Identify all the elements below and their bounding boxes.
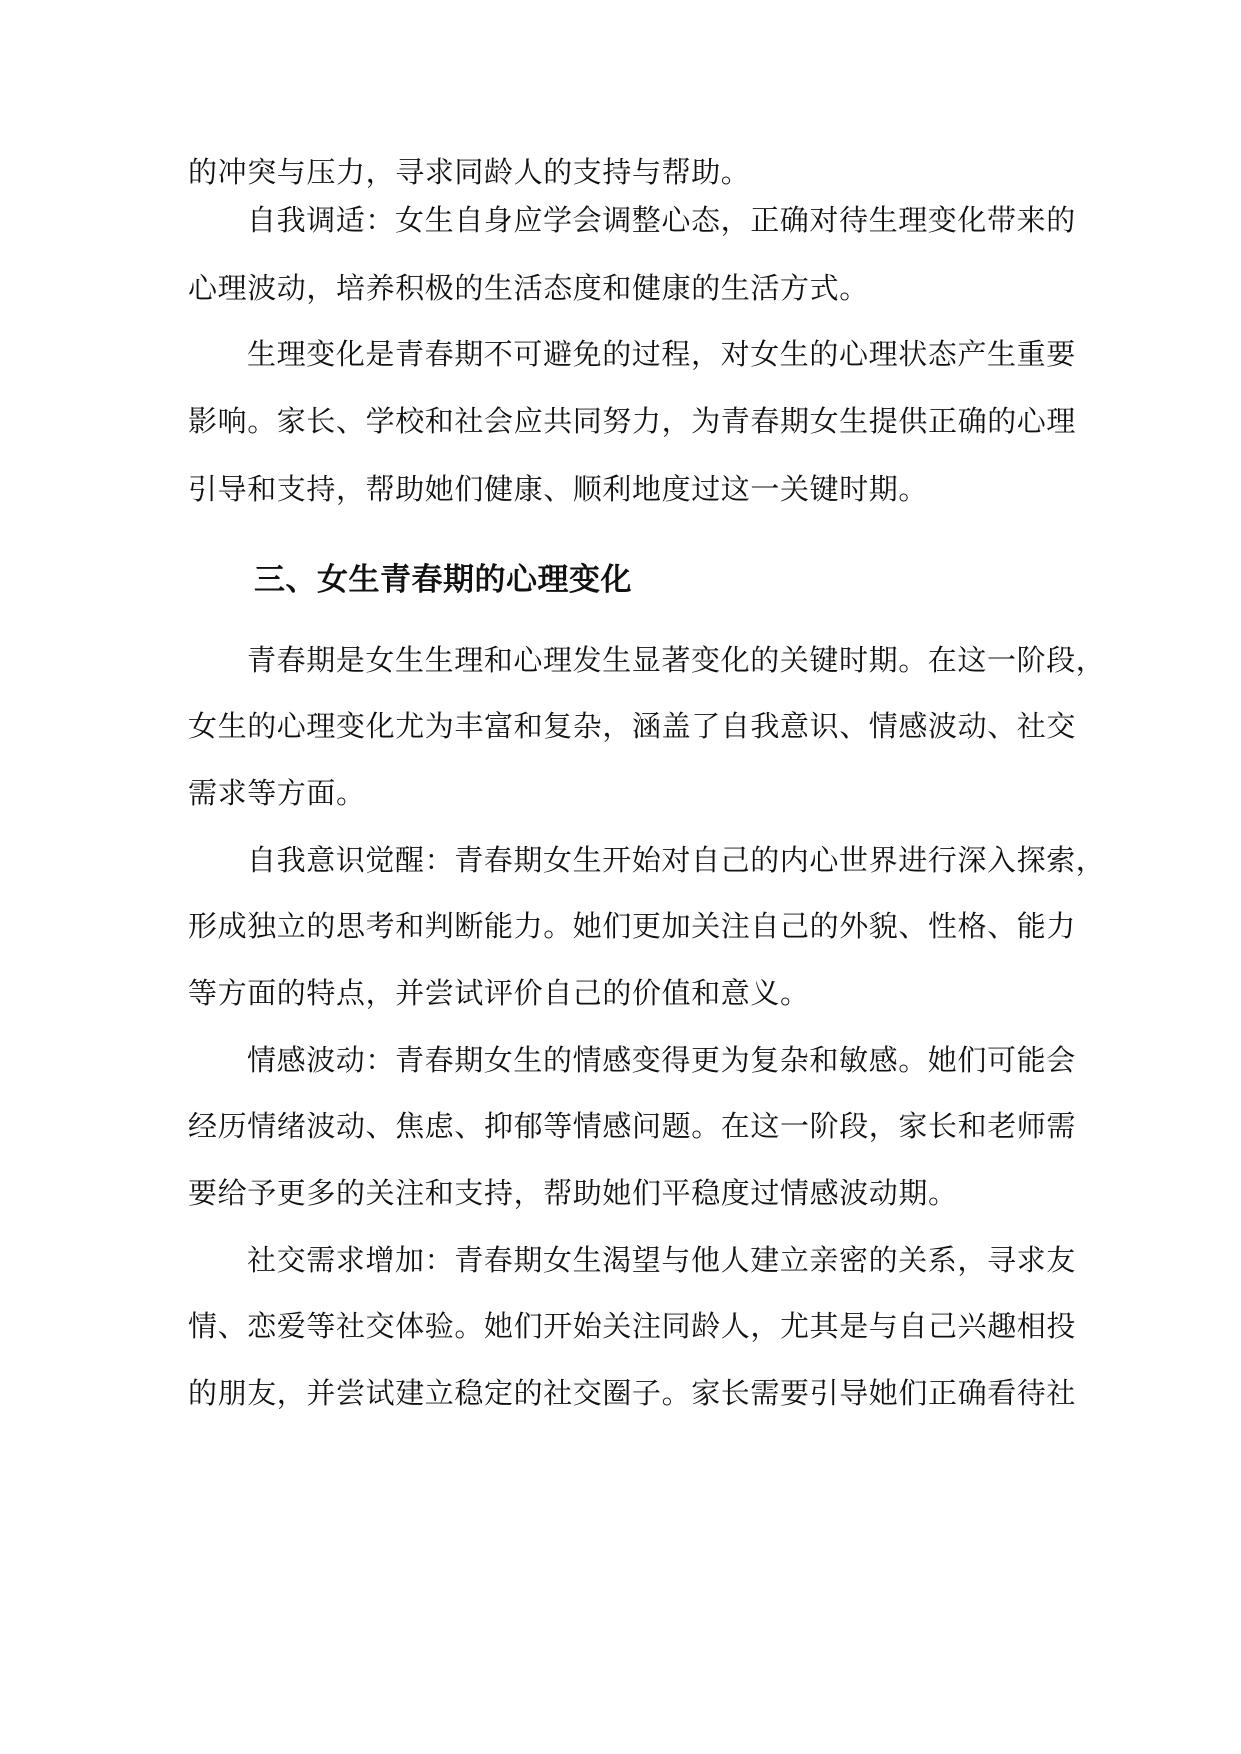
text-line: 的冲突与压力，寻求同龄人的支持与帮助。 <box>188 155 751 189</box>
text-line: 需求等方面。 <box>188 776 366 810</box>
text-line: 引导和支持，帮助她们健康、顺利地度过这一关键时期。 <box>188 472 929 506</box>
text-line: 情感波动：青春期女生的情感变得更为复杂和敏感。她们可能会 <box>247 1043 1076 1077</box>
text-line: 青春期是女生生理和心理发生显著变化的关键时期。在这一阶段， <box>247 643 1106 677</box>
text-line: 经历情绪波动、焦虑、抑郁等情感问题。在这一阶段，家长和老师需 <box>188 1109 1077 1143</box>
text-line: 自我意识觉醒：青春期女生开始对自己的内心世界进行深入探索， <box>247 843 1106 877</box>
text-line: 女生的心理变化尤为丰富和复杂，涵盖了自我意识、情感波动、社交 <box>188 709 1077 743</box>
text-line: 自我调适：女生自身应学会调整心态，正确对待生理变化带来的 <box>247 203 1076 237</box>
text-line: 等方面的特点，并尝试评价自己的价值和意义。 <box>188 976 810 1010</box>
text-line: 影响。家长、学校和社会应共同努力，为青春期女生提供正确的心理 <box>188 404 1077 438</box>
text-line: 情、恋爱等社交体验。她们开始关注同龄人，尤其是与自己兴趣相投 <box>188 1309 1077 1343</box>
section-heading: 三、女生青春期的心理变化 <box>254 562 632 598</box>
text-line: 心理波动，培养积极的生活态度和健康的生活方式。 <box>188 271 869 305</box>
text-line: 要给予更多的关注和支持，帮助她们平稳度过情感波动期。 <box>188 1176 958 1210</box>
text-line: 生理变化是青春期不可避免的过程，对女生的心理状态产生重要 <box>247 337 1076 371</box>
text-line: 的朋友，并尝试建立稳定的社交圈子。家长需要引导她们正确看待社 <box>188 1376 1077 1410</box>
text-line: 社交需求增加：青春期女生渴望与他人建立亲密的关系，寻求友 <box>247 1243 1076 1277</box>
text-line: 形成独立的思考和判断能力。她们更加关注自己的外貌、性格、能力 <box>188 909 1077 943</box>
